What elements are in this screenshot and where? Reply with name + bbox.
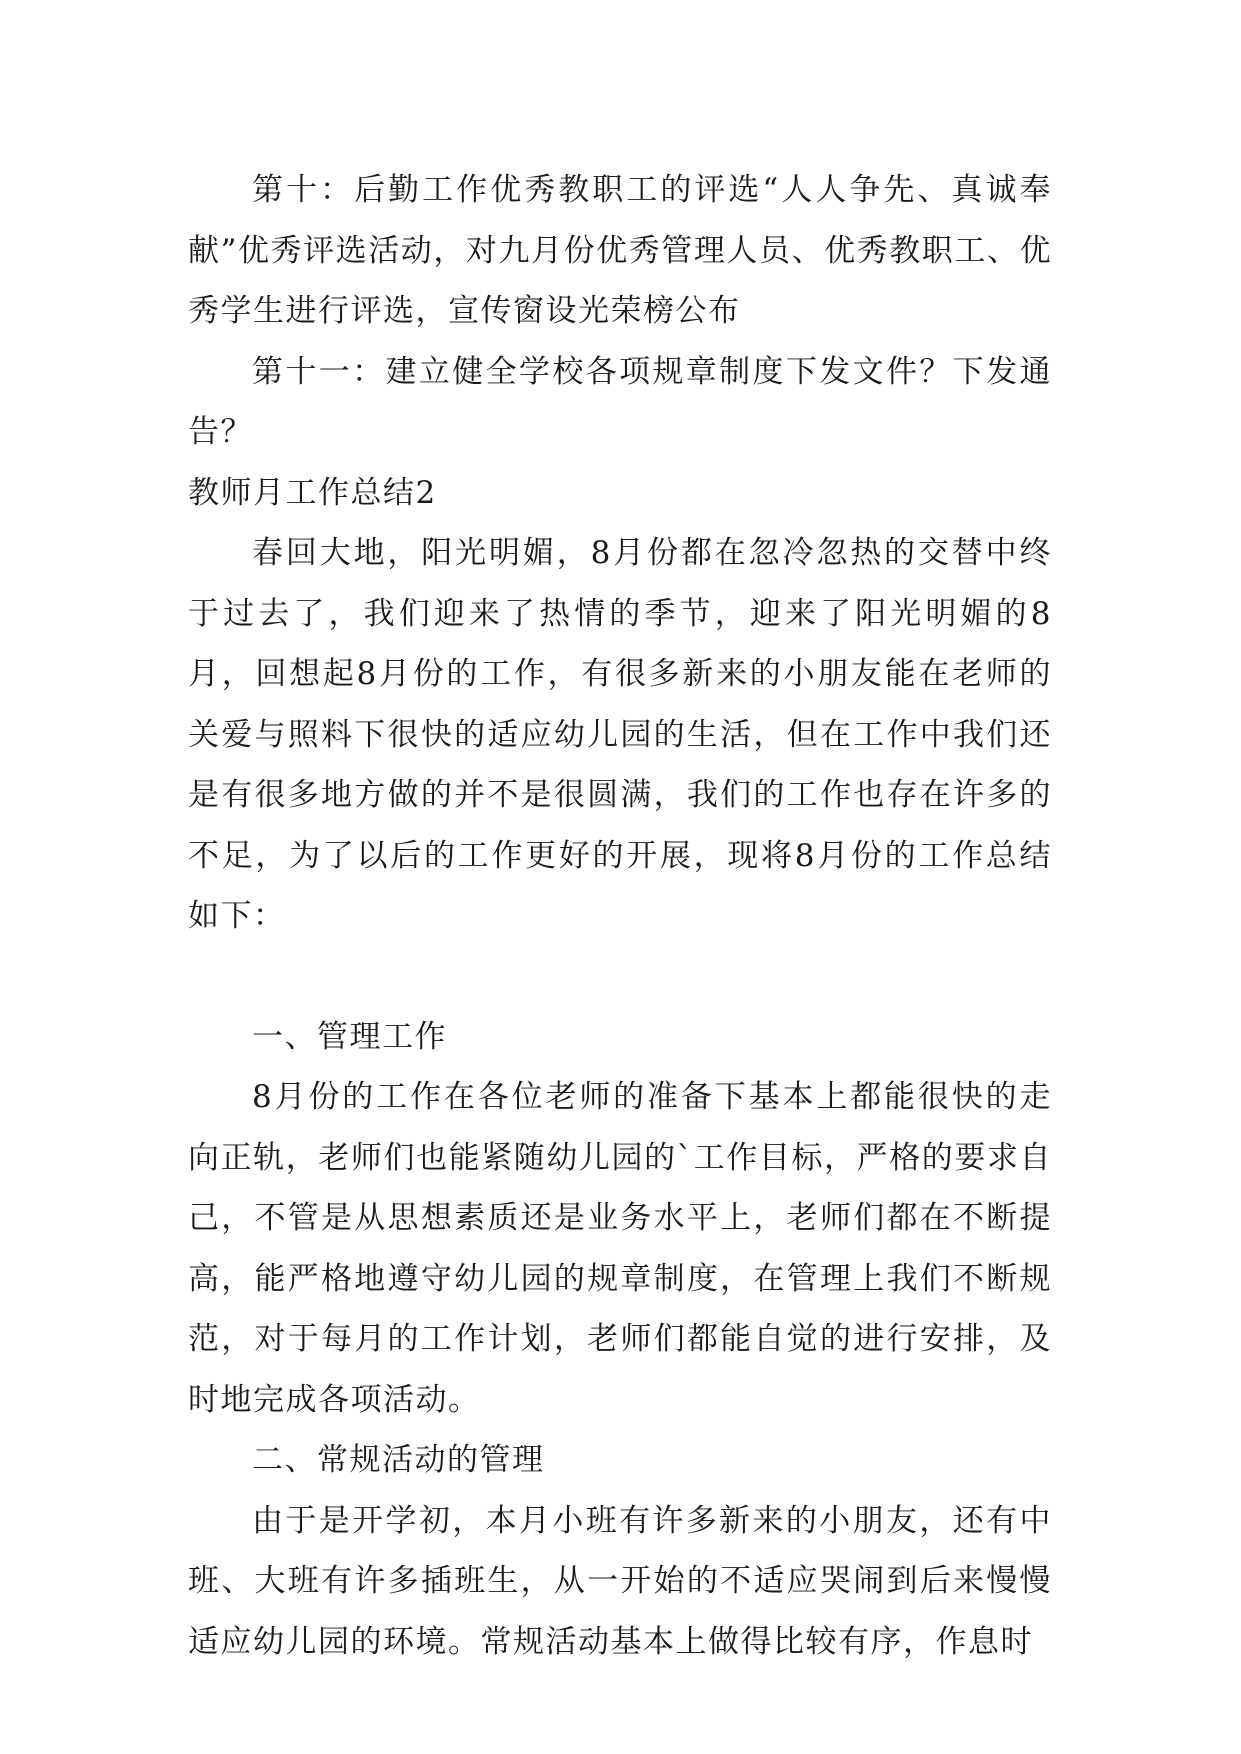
paragraph-eleventh-item: 第十一：建立健全学校各项规章制度下发文件？下发通告？ bbox=[188, 353, 1052, 450]
paragraph-management: 8月份的工作在各位老师的准备下基本上都能很快的走向正轨，老师们也能紧随幼儿园的`工作目标，严格的要求自己，不管是从思想素质还是业务水平上，老师们都在不断提高，能严格地遵守幼儿园的规章制度，在管理上我们不断规范，对于每月的工作计划，老师们都能自觉的进行安排，及时地完成各项活动。 bbox=[188, 1079, 1052, 1418]
paragraph-intro: 春回大地，阳光明媚，8月份都在忽冷忽热的交替中终于过去了，我们迎来了热情的季节，迎来了阳光明媚的8月，回想起8月份的工作，有很多新来的小朋友能在老师的关爱与照料下很快的适应幼儿园的生活，但在工作中我们还是有很多地方做的并不是很圆满，我们的工作也存在许多的不足，为了以后的工作更好的开展，现将8月份的工作总结如下： bbox=[188, 535, 1052, 934]
paragraph-tenth-item: 第十：后勤工作优秀教职工的评选“人人争先、真诚奉献”优秀评选活动，对九月份优秀管理人员、优秀教职工、优秀学生进行评选，宣传窗设光荣榜公布 bbox=[188, 172, 1052, 329]
section-title: 教师月工作总结2 bbox=[188, 474, 437, 511]
paragraph-routine-activities: 由于是开学初，本月小班有许多新来的小朋友，还有中班、大班有许多插班生，从一开始的不适应哭闹到后来慢慢适应幼儿园的环境。常规活动基本上做得比较有序，作息时 bbox=[188, 1502, 1052, 1660]
document-body bbox=[188, 160, 1052, 1672]
heading-management: 一、管理工作 bbox=[252, 1018, 447, 1055]
paragraph-spacer bbox=[188, 947, 1052, 1007]
heading-routine-activities: 二、常规活动的管理 bbox=[252, 1442, 545, 1478]
